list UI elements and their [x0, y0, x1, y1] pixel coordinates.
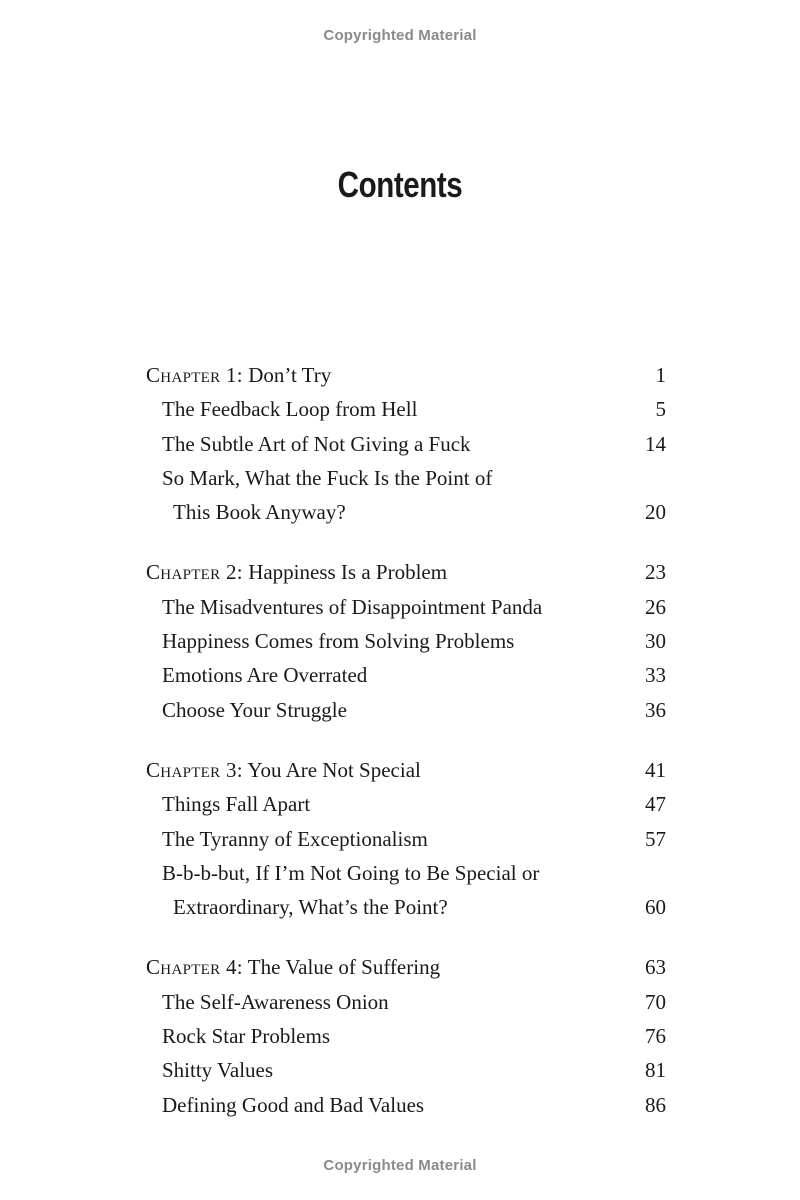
section-title: The Tyranny of Exceptionalism: [162, 826, 428, 851]
toc-section[interactable]: [146, 1019, 666, 1053]
page-number: 63: [645, 955, 666, 980]
section-title: The Feedback Loop from Hell: [162, 397, 418, 422]
chapter-title: Happiness Is a Problem: [242, 560, 448, 585]
toc-section[interactable]: [146, 787, 666, 821]
toc-section[interactable]: [146, 856, 666, 890]
section-title: Defining Good and Bad Values: [162, 1092, 425, 1117]
page-number: 76: [645, 1024, 666, 1049]
section-title: Emotions Are Overrated: [162, 663, 368, 688]
toc-section[interactable]: [146, 658, 666, 692]
page-number: 36: [645, 697, 666, 722]
toc-section[interactable]: [146, 427, 666, 461]
toc-chapter-1: [146, 358, 666, 529]
toc-chapter-3: [146, 753, 666, 924]
section-title: Things Fall Apart: [162, 792, 311, 817]
page-number: 41: [645, 757, 666, 782]
table-of-contents: [146, 358, 666, 1122]
section-title: B-b-b-but, If I’m Not Going to Be Special or: [162, 860, 540, 885]
copyright-watermark-top: Copyrighted Material: [323, 27, 477, 44]
toc-section[interactable]: [146, 1053, 666, 1087]
page-number: 33: [645, 663, 666, 688]
section-title: The Subtle Art of Not Giving a Fuck: [162, 431, 471, 456]
page-number: 5: [655, 397, 666, 422]
chapter-title: You Are Not Special: [242, 757, 421, 782]
toc-section[interactable]: [146, 822, 666, 856]
toc-chapter-heading[interactable]: [146, 555, 666, 589]
section-title: So Mark, What the Fuck Is the Point of: [162, 465, 493, 490]
section-title: Shitty Values: [162, 1058, 274, 1083]
section-title: The Self-Awareness Onion: [162, 989, 389, 1014]
page-number: 70: [645, 989, 666, 1014]
chapter-number: Chapter 1:: [146, 363, 243, 387]
toc-section[interactable]: [146, 693, 666, 727]
section-title: Happiness Comes from Solving Problems: [162, 629, 515, 654]
page-number: 60: [645, 895, 666, 920]
chapter-title: Don’t Try: [242, 363, 332, 387]
page-number: 14: [645, 431, 666, 456]
toc-chapter-2: [146, 555, 666, 726]
section-title: This Book Anyway?: [173, 500, 346, 525]
page-number: 1: [655, 363, 666, 387]
toc-section[interactable]: [146, 985, 666, 1019]
toc-section[interactable]: [146, 590, 666, 624]
page-number: 23: [645, 560, 666, 585]
toc-section-continued[interactable]: [146, 890, 666, 924]
page-title: Contents: [337, 164, 463, 205]
toc-chapter-heading[interactable]: [146, 950, 666, 984]
section-title: Extraordinary, What’s the Point?: [173, 895, 448, 920]
chapter-number: Chapter 4:: [146, 955, 243, 980]
toc-chapter-4: [146, 950, 666, 1121]
toc-section[interactable]: [146, 624, 666, 658]
chapter-number: Chapter 3:: [146, 757, 243, 782]
page-number: 57: [645, 826, 666, 851]
toc-section[interactable]: [146, 1088, 666, 1122]
chapter-title: The Value of Suffering: [242, 955, 441, 980]
toc-section[interactable]: [146, 392, 666, 426]
copyright-watermark-bottom: Copyrighted Material: [323, 1157, 477, 1174]
toc-chapter-heading[interactable]: [146, 753, 666, 787]
page-number: 81: [645, 1058, 666, 1083]
toc-section[interactable]: [146, 461, 666, 495]
page-number: 86: [645, 1092, 666, 1117]
section-title: Rock Star Problems: [162, 1024, 330, 1049]
page-number: 26: [645, 594, 666, 619]
page-number: 30: [645, 629, 666, 654]
toc-chapter-heading[interactable]: [146, 358, 666, 392]
section-title: The Misadventures of Disappointment Panda: [162, 594, 543, 619]
page-number: 20: [645, 500, 666, 525]
page-number: 47: [645, 792, 666, 817]
chapter-number: Chapter 2:: [146, 560, 243, 585]
section-title: Choose Your Struggle: [162, 697, 347, 722]
toc-section-continued[interactable]: [146, 495, 666, 529]
